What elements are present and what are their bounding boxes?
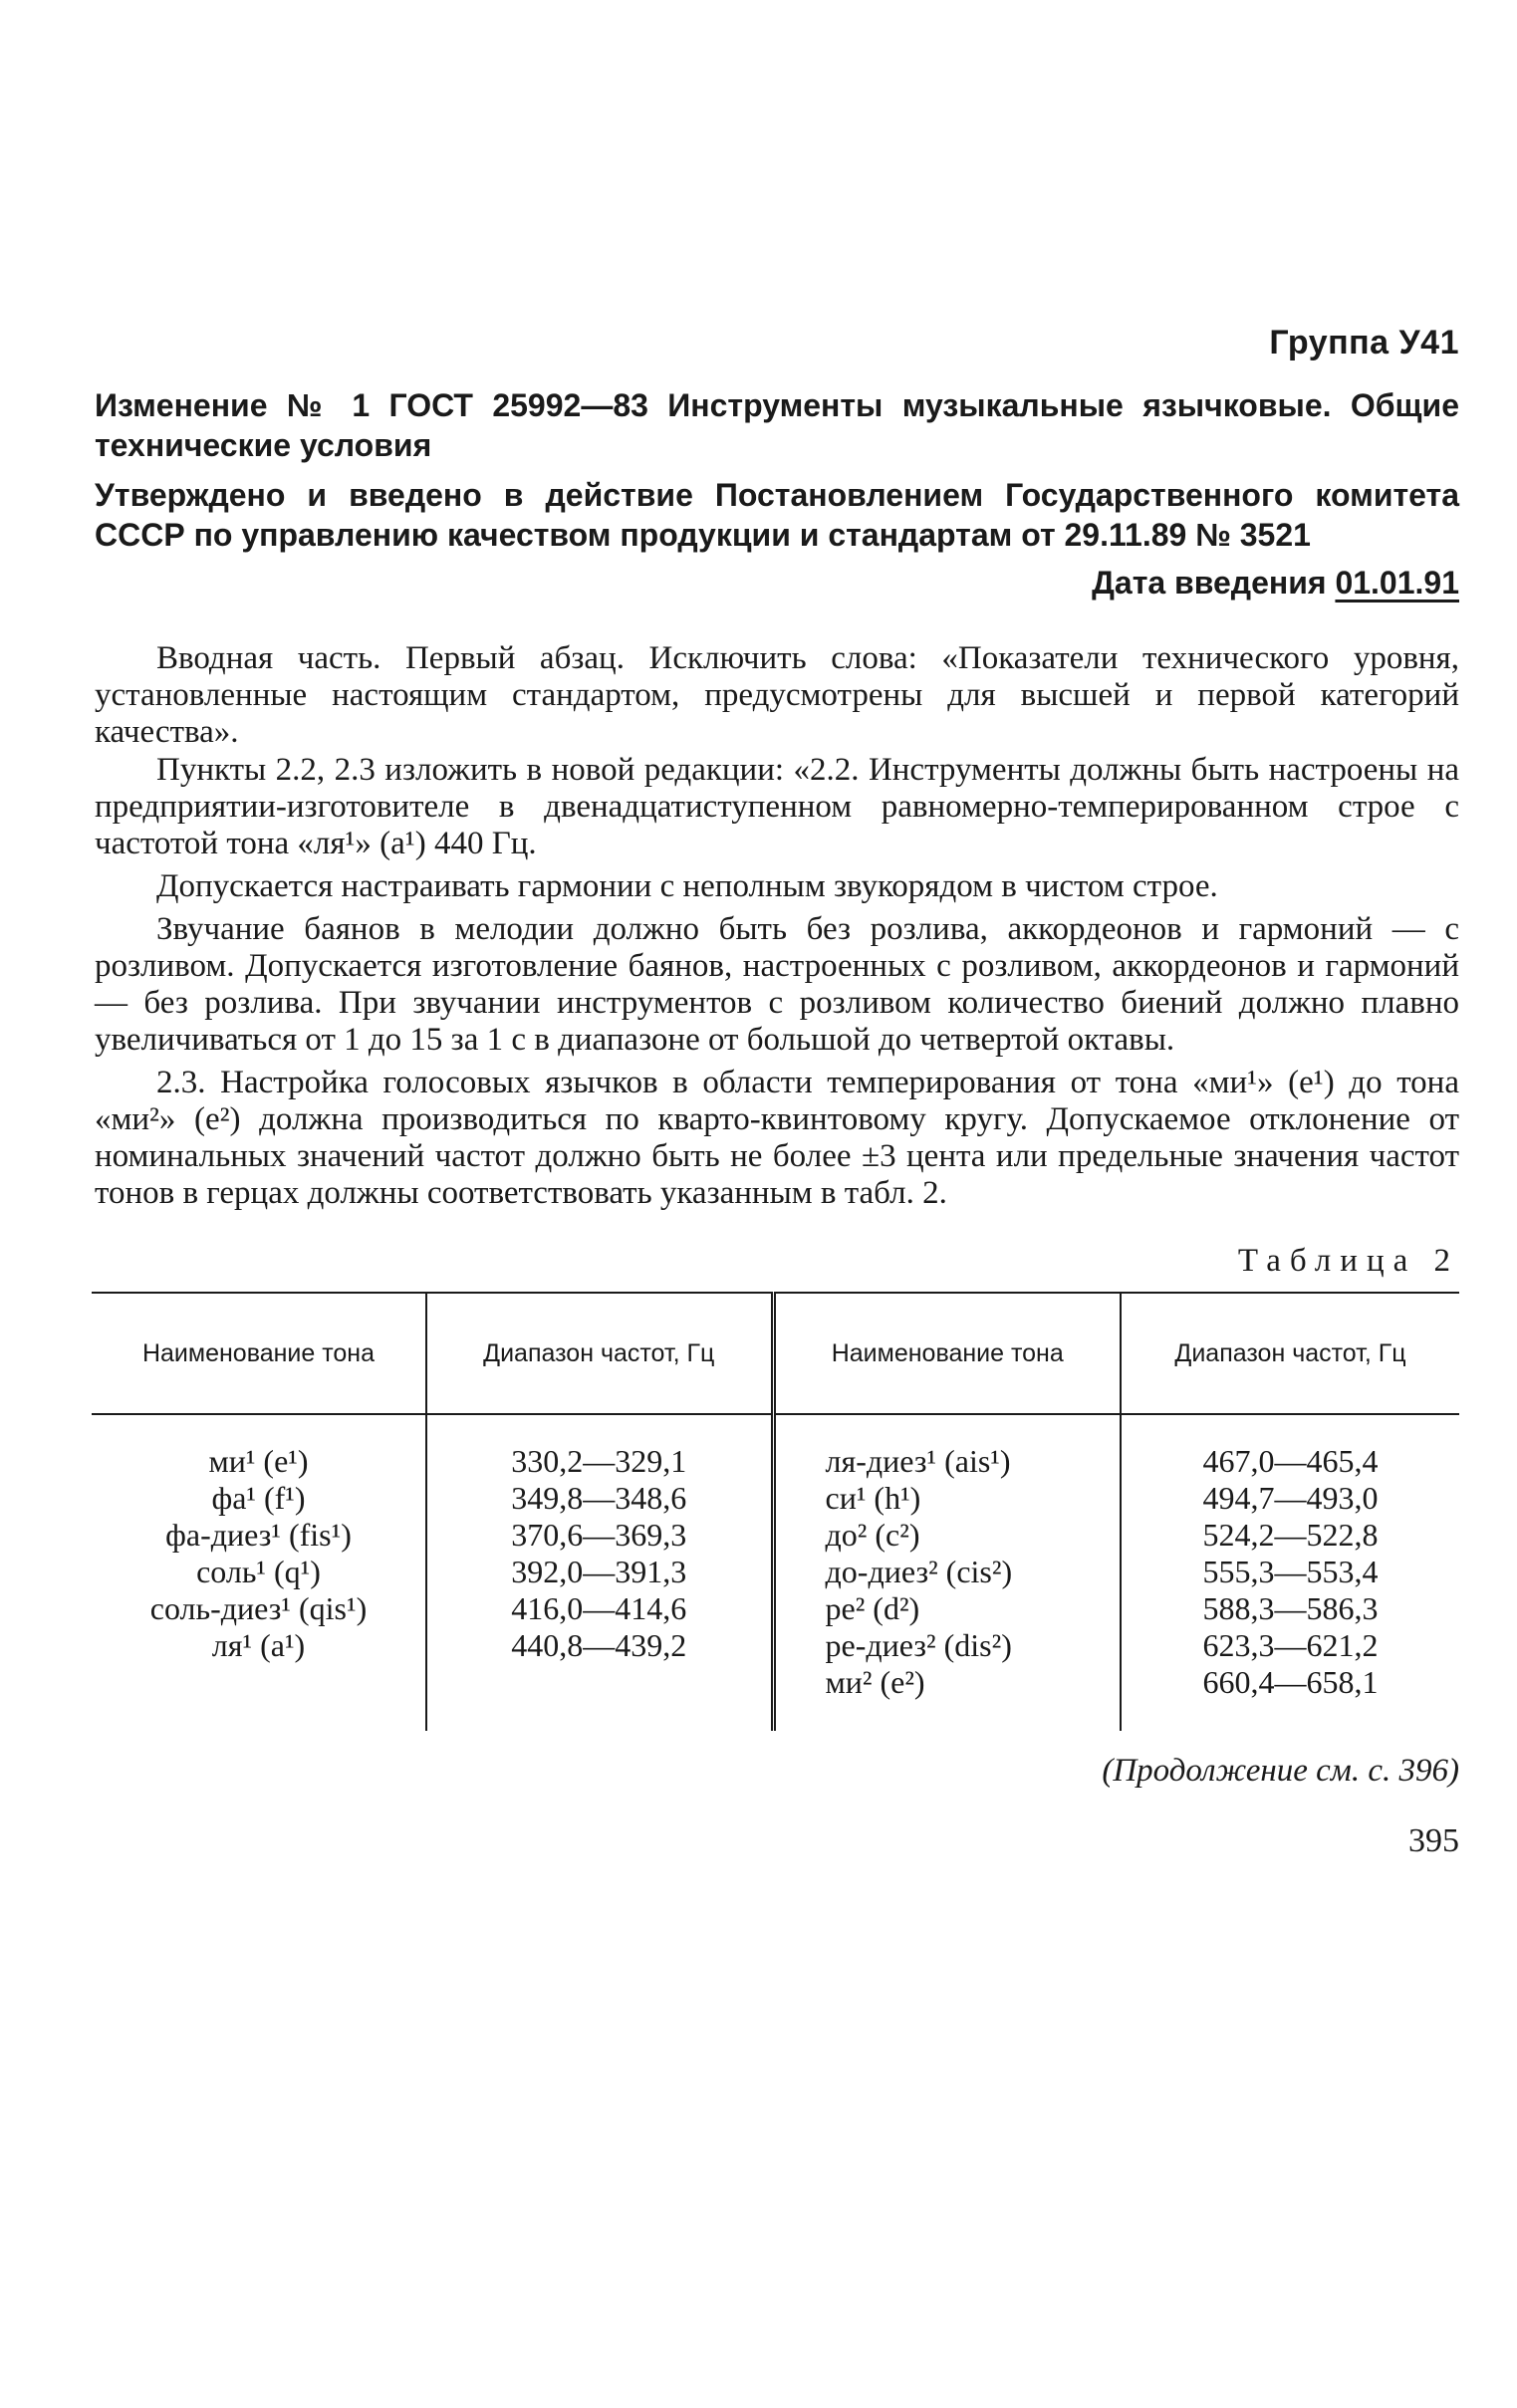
table-cell: 588,3—586,3 (1202, 1590, 1379, 1626)
paragraph: Допускается настраивать гармонии с неполным звукорядом в чистом строе. (156, 868, 1218, 904)
approval-statement: Утверждено и введено в действие Постановлением Государственного комитета СССР по управлению качеством продукции и стандартам от 29.11.89 № 3521 (95, 477, 1459, 553)
table-cell: фа-диез¹ (fis¹) (165, 1517, 352, 1553)
effective-date-label: Дата введения (1092, 565, 1327, 601)
table-cell: ре² (d²) (825, 1590, 920, 1626)
header-tone-right: Наименование тона (773, 1293, 1121, 1414)
continuation-note: (Продолжение см. с. 396) (1102, 1753, 1459, 1789)
header-range-left: Диапазон частот, Гц (426, 1293, 773, 1414)
effective-date-value: 01.01.91 (1335, 565, 1459, 601)
paragraph: Вводная часть. Первый абзац. Исключить слова: «Показатели технического уровня, установленные настоящим стандартом, предусмотрены для высшей и первой категорий качества». (95, 640, 1459, 750)
table-cell: фа¹ (f¹) (211, 1480, 306, 1516)
table-cell: ми² (e²) (825, 1664, 925, 1700)
paragraph: Пункты 2.2, 2.3 изложить в новой редакции: «2.2. Инструменты должны быть настроены на предприятии-изготовителе в двенадцатиступенном равномерно-темперированном строе с частотой тона «ля¹» (a¹) 440 Гц. (95, 752, 1459, 861)
table-cell: ля-диез¹ (ais¹) (825, 1443, 1011, 1479)
left-tone-column (92, 1414, 426, 1731)
table-cell: 555,3—553,4 (1202, 1554, 1379, 1589)
table-cell: до² (c²) (825, 1517, 920, 1553)
table-cell: 524,2—522,8 (1202, 1517, 1379, 1553)
document-title: Изменение № 1 ГОСТ 25992—83 Инструменты музыкальные язычковые. Общие технические условия (95, 387, 1459, 463)
table-cell: 660,4—658,1 (1202, 1664, 1379, 1700)
header-range-right: Диапазон частот, Гц (1121, 1293, 1459, 1414)
body-text (95, 640, 1459, 1218)
table-cell: соль¹ (q¹) (196, 1554, 321, 1589)
page-number: 395 (1408, 1822, 1459, 1859)
table-cell: до-диез² (cis²) (825, 1554, 1013, 1589)
table-caption: Таблица 2 (1237, 1243, 1459, 1279)
table-cell: соль-диез¹ (qis¹) (149, 1590, 368, 1626)
header-tone-left: Наименование тона (92, 1293, 426, 1414)
effective-date (1092, 565, 1459, 602)
table-cell: 370,6—369,3 (511, 1517, 687, 1553)
table-cell: 467,0—465,4 (1202, 1443, 1379, 1479)
table-cell: ми¹ (e¹) (208, 1443, 309, 1479)
table-cell: 349,8—348,6 (511, 1480, 687, 1516)
table-cell: 416,0—414,6 (511, 1590, 687, 1626)
right-tone-column (773, 1414, 1121, 1731)
paragraph: 2.3. Настройка голосовых язычков в области темперирования от тона «ми¹» (e¹) до тона «ми²» (e²) должна производиться по кварто-квинтовому кругу. Допускаемое отклонение от номинальных значений частот должно быть не более ±3 цента или предельные значения частот тонов в герцах должны соответствовать указанным в табл. 2. (95, 1065, 1459, 1211)
paragraph: Звучание баянов в мелодии должно быть без розлива, аккордеонов и гармоний — с розливом. Допускается изготовление баянов, настроенных с розливом, аккордеонов и гармоний — без розлива. При звучании инструментов с розливом количество биений должно плавно увеличиваться от 1 до 15 за 1 с в диапазоне от большой до четвертой октавы. (95, 911, 1459, 1058)
group-code: Группа У41 (1269, 324, 1459, 361)
table-cell: 623,3—621,2 (1202, 1627, 1379, 1663)
frequency-table (92, 1292, 1459, 1731)
table-cell: ре-диез² (dis²) (825, 1627, 1012, 1663)
table-cell: си¹ (h¹) (825, 1480, 921, 1516)
table-cell: 392,0—391,3 (511, 1554, 687, 1589)
table-cell: 494,7—493,0 (1202, 1480, 1379, 1516)
right-range-column (1121, 1414, 1459, 1731)
table-cell: 330,2—329,1 (511, 1443, 687, 1479)
table-cell: ля¹ (a¹) (211, 1627, 306, 1663)
table-cell: 440,8—439,2 (511, 1627, 687, 1663)
left-range-column (426, 1414, 773, 1731)
